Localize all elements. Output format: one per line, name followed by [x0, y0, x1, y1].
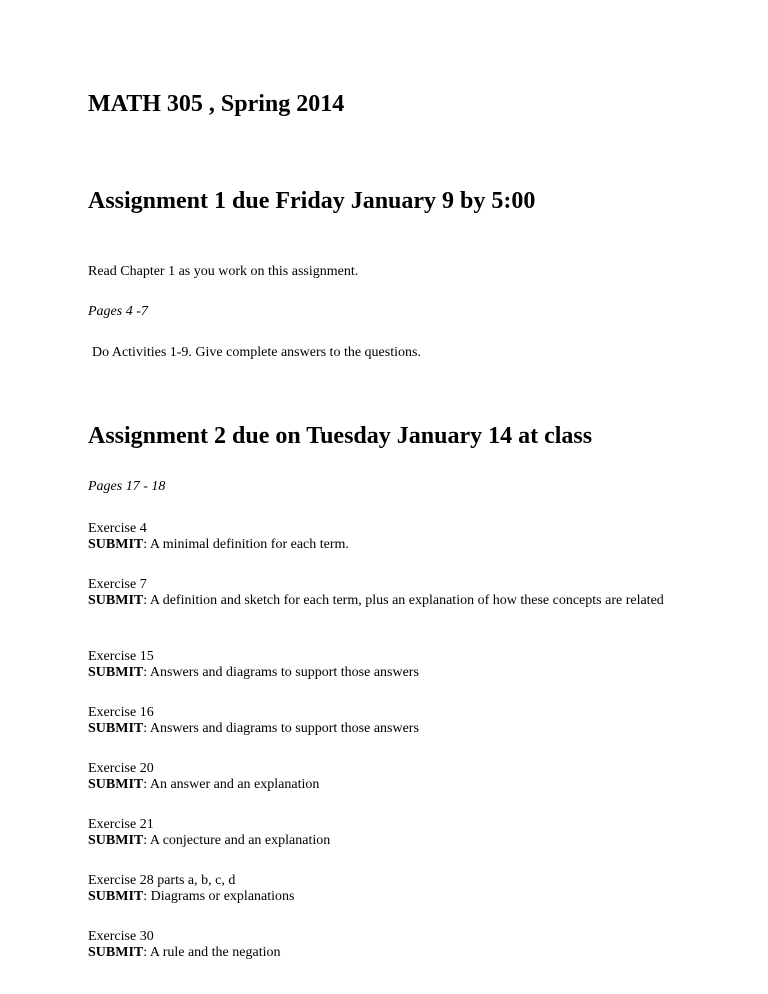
submit-text: : Answers and diagrams to support those answers — [143, 665, 419, 680]
course-title: MATH 305 , Spring 2014 — [88, 91, 345, 117]
exercise-title: Exercise 30 — [88, 929, 154, 944]
exercise-title: Exercise 20 — [88, 761, 154, 776]
submit-text: : Diagrams or explanations — [143, 889, 295, 904]
exercise-title: Exercise 21 — [88, 817, 154, 832]
submit-label: SUBMIT — [88, 593, 144, 608]
submit-label: SUBMIT — [88, 665, 144, 680]
exercise-item — [88, 761, 688, 793]
submit-line — [88, 537, 688, 553]
submit-label: SUBMIT — [88, 833, 144, 848]
submit-label: SUBMIT — [88, 537, 144, 552]
submit-line — [88, 593, 688, 609]
submit-text: : An answer and an explanation — [143, 777, 320, 792]
submit-line — [88, 721, 688, 737]
exercise-title: Exercise 15 — [88, 649, 154, 664]
exercise-item — [88, 817, 688, 849]
exercise-item — [88, 929, 688, 961]
submit-line — [88, 945, 688, 961]
submit-line — [88, 833, 688, 849]
assignment-1-read-note: Read Chapter 1 as you work on this assignment. — [88, 264, 359, 279]
exercise-item — [88, 521, 688, 553]
submit-text: : A definition and sketch for each term, plus an explanation of how these concepts are related — [143, 593, 664, 608]
submit-text: : A conjecture and an explanation — [143, 833, 331, 848]
submit-label: SUBMIT — [88, 945, 144, 960]
exercise-title: Exercise 4 — [88, 521, 147, 536]
submit-line — [88, 889, 688, 905]
exercise-title: Exercise 28 parts a, b, c, d — [88, 873, 236, 888]
assignment-1-heading: Assignment 1 due Friday January 9 by 5:00 — [88, 188, 536, 214]
exercise-title: Exercise 7 — [88, 577, 147, 592]
submit-text: : A rule and the negation — [143, 945, 281, 960]
assignment-1-instructions: Do Activities 1-9. Give complete answers to the questions. — [92, 345, 421, 360]
submit-label: SUBMIT — [88, 721, 144, 736]
exercise-item — [88, 577, 688, 609]
exercise-item — [88, 705, 688, 737]
assignment-2-heading: Assignment 2 due on Tuesday January 14 at class — [88, 423, 593, 449]
exercise-title: Exercise 16 — [88, 705, 154, 720]
submit-label: SUBMIT — [88, 889, 144, 904]
submit-label: SUBMIT — [88, 777, 144, 792]
submit-text: : Answers and diagrams to support those answers — [143, 721, 419, 736]
submit-line — [88, 665, 688, 681]
submit-text: : A minimal definition for each term. — [143, 537, 349, 552]
assignment-2-pages: Pages 17 - 18 — [88, 479, 166, 494]
submit-line — [88, 777, 688, 793]
exercise-item — [88, 873, 688, 905]
assignment-1-pages: Pages 4 -7 — [88, 304, 148, 319]
exercise-item — [88, 649, 688, 681]
